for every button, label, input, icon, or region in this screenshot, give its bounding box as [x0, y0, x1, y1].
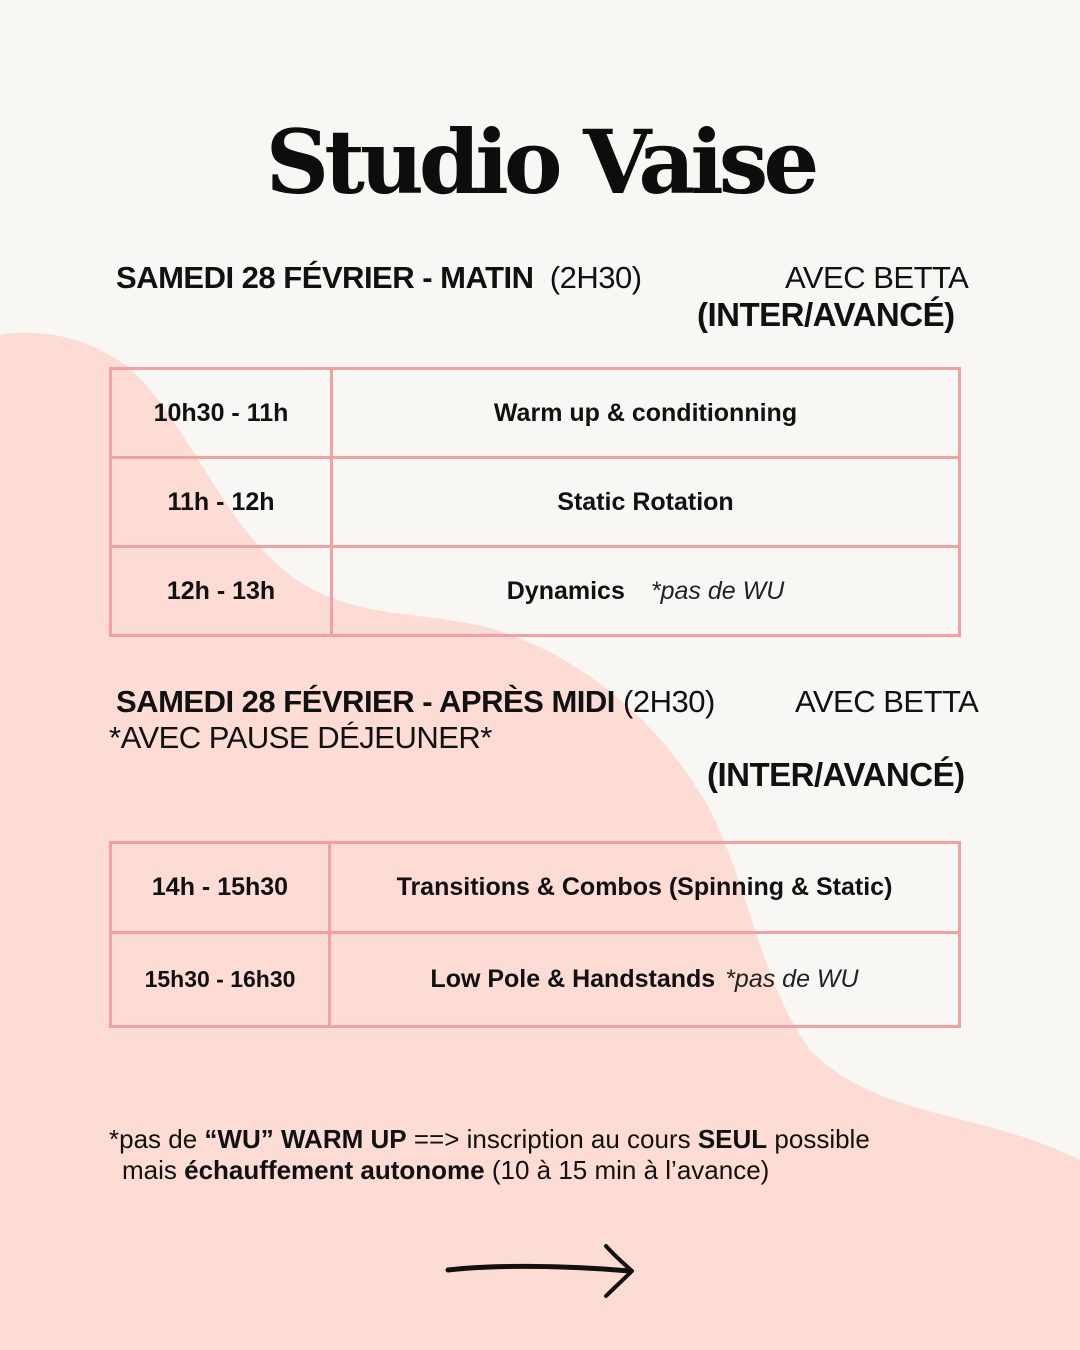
afternoon-teacher: AVEC BETTA — [795, 684, 979, 719]
table-row — [111, 547, 960, 636]
morning-level: (INTER/AVANCÉ) — [697, 296, 955, 333]
afternoon-level: (INTER/AVANCÉ) — [707, 756, 965, 793]
page-title: Studio Vaise — [265, 110, 815, 214]
afternoon-duration: (2H30) — [623, 684, 715, 719]
time-cell: 10h30 - 11h — [111, 369, 332, 458]
footnote-line-2: mais échauffement autonome (10 à 15 min à l’avance) — [122, 1155, 770, 1185]
activity-cell: Transitions & Combos (Spinning & Static) — [330, 843, 960, 933]
table-row — [111, 933, 960, 1027]
footnote-line-1: *pas de “WU” WARM UP ==> inscription au cours SEUL possible — [109, 1124, 870, 1154]
time-cell: 14h - 15h30 — [111, 843, 330, 933]
no-warmup-note: *pas de WU — [725, 965, 859, 993]
activity-cell: Warm up & conditionning — [332, 369, 960, 458]
morning-heading: SAMEDI 28 FÉVRIER - MATIN (2H30) — [116, 260, 642, 295]
morning-teacher: AVEC BETTA — [785, 260, 969, 295]
activity-cell: Static Rotation — [332, 458, 960, 547]
afternoon-schedule-table — [109, 841, 961, 1028]
table-row — [111, 458, 960, 547]
activity-cell: Low Pole & Handstands *pas de WU — [330, 933, 960, 1027]
table-row — [111, 843, 960, 933]
time-cell: 15h30 - 16h30 — [111, 933, 330, 1027]
table-row — [111, 369, 960, 458]
time-cell: 11h - 12h — [111, 458, 332, 547]
morning-schedule-table — [109, 367, 961, 637]
afternoon-heading: SAMEDI 28 FÉVRIER - APRÈS MIDI (2H30) — [116, 684, 715, 719]
no-warmup-note: *pas de WU — [650, 576, 785, 605]
morning-duration: (2H30) — [549, 260, 642, 295]
right-arrow-icon[interactable] — [440, 1238, 640, 1304]
lunch-break-note: *AVEC PAUSE DÉJEUNER* — [109, 720, 492, 755]
time-cell: 12h - 13h — [111, 547, 332, 636]
activity-cell: Dynamics *pas de WU — [332, 547, 960, 636]
